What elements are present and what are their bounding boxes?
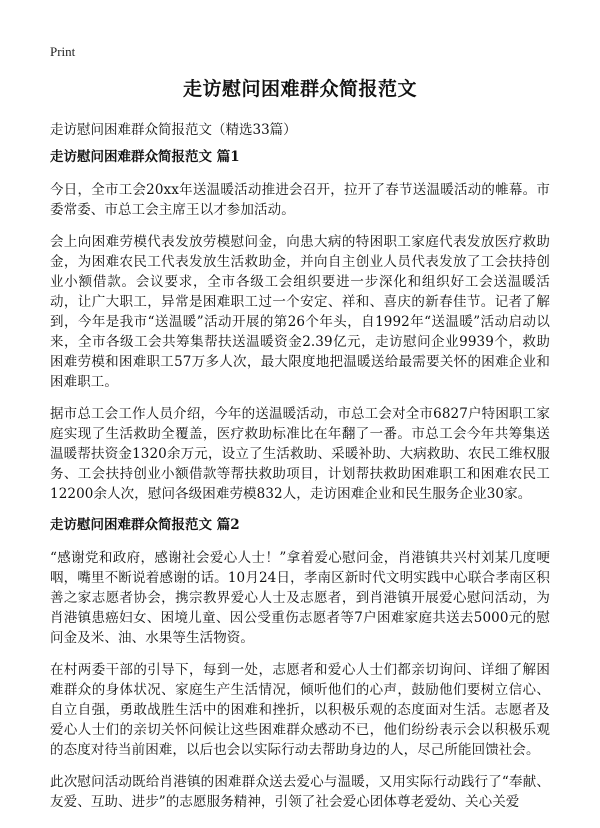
section-1 (50, 148, 550, 504)
document-subtitle: 走访慰问困难群众简报范文（精选33篇） (50, 122, 297, 138)
section-2 (50, 516, 550, 812)
section-heading: 走访慰问困难群众简报范文 篇1 (50, 149, 240, 165)
paragraph: 在村两委干部的引导下，每到一处，志愿者和爱心人士们都亲切询问、详细了解困难群众的身体状况、家庭生产生活情况，倾听他们的心声，鼓励他们要树立信心、自立自强，勇敢战胜生活中的困难和挫折，以积极乐观的态度面对生活。志愿者及爱心人士们的亲切关怀问候让这些困难群众感动不已，他们纷纷表示会以积极乐观的态度对待当前困难，以后也会以实际行动去帮助身边的人，尽己所能回馈社会。 (50, 662, 550, 758)
paragraph: 此次慰问活动既给肖港镇的困难群众送去爱心与温暖，又用实际行动践行了“奉献、友爱、互助、进步”的志愿服务精神，引领了社会爱心团体尊老爱幼、关心关爱 (50, 774, 550, 810)
document-body (50, 148, 550, 824)
paragraph: 会上向困难劳模代表发放劳模慰问金，向患大病的特困职工家庭代表发放医疗救助金，为困难农民工代表发放生活救助金，并向自主创业人员代表发放了工会扶持创业小额借款。会议要求，全市各级工会组织要进一步深化和组织好工会送温暖活动，让广大职工，异常是困难职工过一个安定、祥和、喜庆的新春佳节。记者了解到，今年是我市“送温暖”活动开展的第26个年头，自1992年“送温暖”活动启动以来，全市各级工会共筹集帮扶送温暖资金2.39亿元，走访慰问企业9939个，救助困难劳模和困难职工57万多人次，最大限度地把温暖送给最需要关怀的困难企业和困难职工。 (50, 234, 550, 390)
paragraph: 今日，全市工会20xx年送温暖活动推进会召开，拉开了春节送温暖活动的帷幕。市委常委、市总工会主席王以才参加活动。 (50, 182, 550, 218)
section-heading: 走访慰问困难群众简报范文 篇2 (50, 517, 240, 533)
page-title: 走访慰问困难群众简报范文 (182, 78, 417, 100)
print-link[interactable]: Print (50, 44, 76, 59)
paragraph: “感谢党和政府，感谢社会爱心人士！”拿着爱心慰问金，肖港镇共兴村刘某几度哽咽，嘴里不断说着感谢的话。10月24日，孝南区新时代文明实践中心联合孝南区积善之家志愿者协会，携宗教界爱心人士及志愿者，到肖港镇开展爱心慰问活动，为肖港镇患癌妇女、困境儿童、因公受重伤志愿者等7户困难家庭共送去5000元的慰问金及米、油、水果等生活物资。 (50, 550, 550, 646)
paragraph: 据市总工会工作人员介绍，今年的送温暖活动，市总工会对全市6827户特困职工家庭实现了生活救助全覆盖，医疗救助标准比在年翻了一番。市总工会今年共筹集送温暖帮扶资金1320余万元，设立了生活救助、采暖补助、大病救助、农民工维权服务、工会扶持创业小额借款等帮扶救助项目，计划帮扶救助困难职工和困难农民工12200余人次，慰问各级困难劳模832人，走访困难企业和民生服务企业30家。 (50, 406, 550, 502)
